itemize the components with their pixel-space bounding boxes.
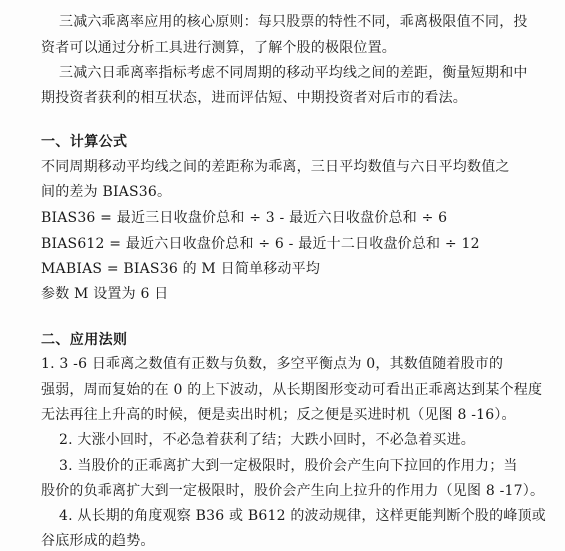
intro-paragraph-1-line-1: 三减六乖离率应用的核心原则：每只股票的特性不同，乖离极限值不同，投 <box>59 14 528 30</box>
rule-1-line-2: 强弱，周而复始的在 0 的上下波动，从长期图形变动可看出正乖离达到某个程度 <box>41 382 543 398</box>
section-heading-formula: 一、计算公式 <box>41 134 128 150</box>
formula-bias612: BIAS612 = 最近六日收盘价总和 ÷ 6 - 最近十二日收盘价总和 ÷ 12 <box>41 236 480 252</box>
section-heading-rules: 二、应用法则 <box>41 332 128 348</box>
rule-4-line-2: 谷底形成的趋势。 <box>41 533 155 549</box>
definition-line-2: 间的差为 BIAS36。 <box>41 184 172 200</box>
definition-line-1: 不同周期移动平均线之间的差距称为乖离，三日平均数值与六日平均数值之 <box>41 159 510 175</box>
rule-1-line-1: 1. 3 -6 日乖离之数值有正数与负数，多空平衡点为 0，其数值随着股市的 <box>41 356 504 372</box>
intro-paragraph-2-line-2: 期投资者获利的相互状态，进而评估短、中期投资者对后市的看法。 <box>41 90 467 106</box>
formula-parameter-m: 参数 M 设置为 6 日 <box>41 286 169 302</box>
rule-2-line-1: 2. 大涨小回时，不必急着获利了结；大跌小回时，不必急着买进。 <box>59 432 476 448</box>
rule-4-line-1: 4. 从长期的角度观察 B36 或 B612 的波动规律，这样更能判断个股的峰顶或 <box>59 508 546 524</box>
formula-mabias: MABIAS = BIAS36 的 M 日简单移动平均 <box>41 261 321 277</box>
intro-paragraph-2-line-1: 三减六日乖离率指标考虑不同周期的移动平均线之间的差距，衡量短期和中 <box>59 65 528 81</box>
formula-bias36: BIAS36 = 最近三日收盘价总和 ÷ 3 - 最近六日收盘价总和 ÷ 6 <box>41 210 448 226</box>
rule-1-line-3: 无法再往上升高的时候，便是卖出时机；反之便是买进时机（见图 8 -16）。 <box>41 407 516 423</box>
rule-3-line-1: 3. 当股价的正乖离扩大到一定极限时，股价会产生向下拉回的作用力；当 <box>59 458 518 474</box>
rule-3-line-2: 股价的负乖离扩大到一定极限时，股价会产生向上拉升的作用力（见图 8 -17）。 <box>41 483 545 499</box>
intro-paragraph-1-line-2: 资者可以通过分析工具进行测算，了解个股的极限位置。 <box>41 40 396 56</box>
